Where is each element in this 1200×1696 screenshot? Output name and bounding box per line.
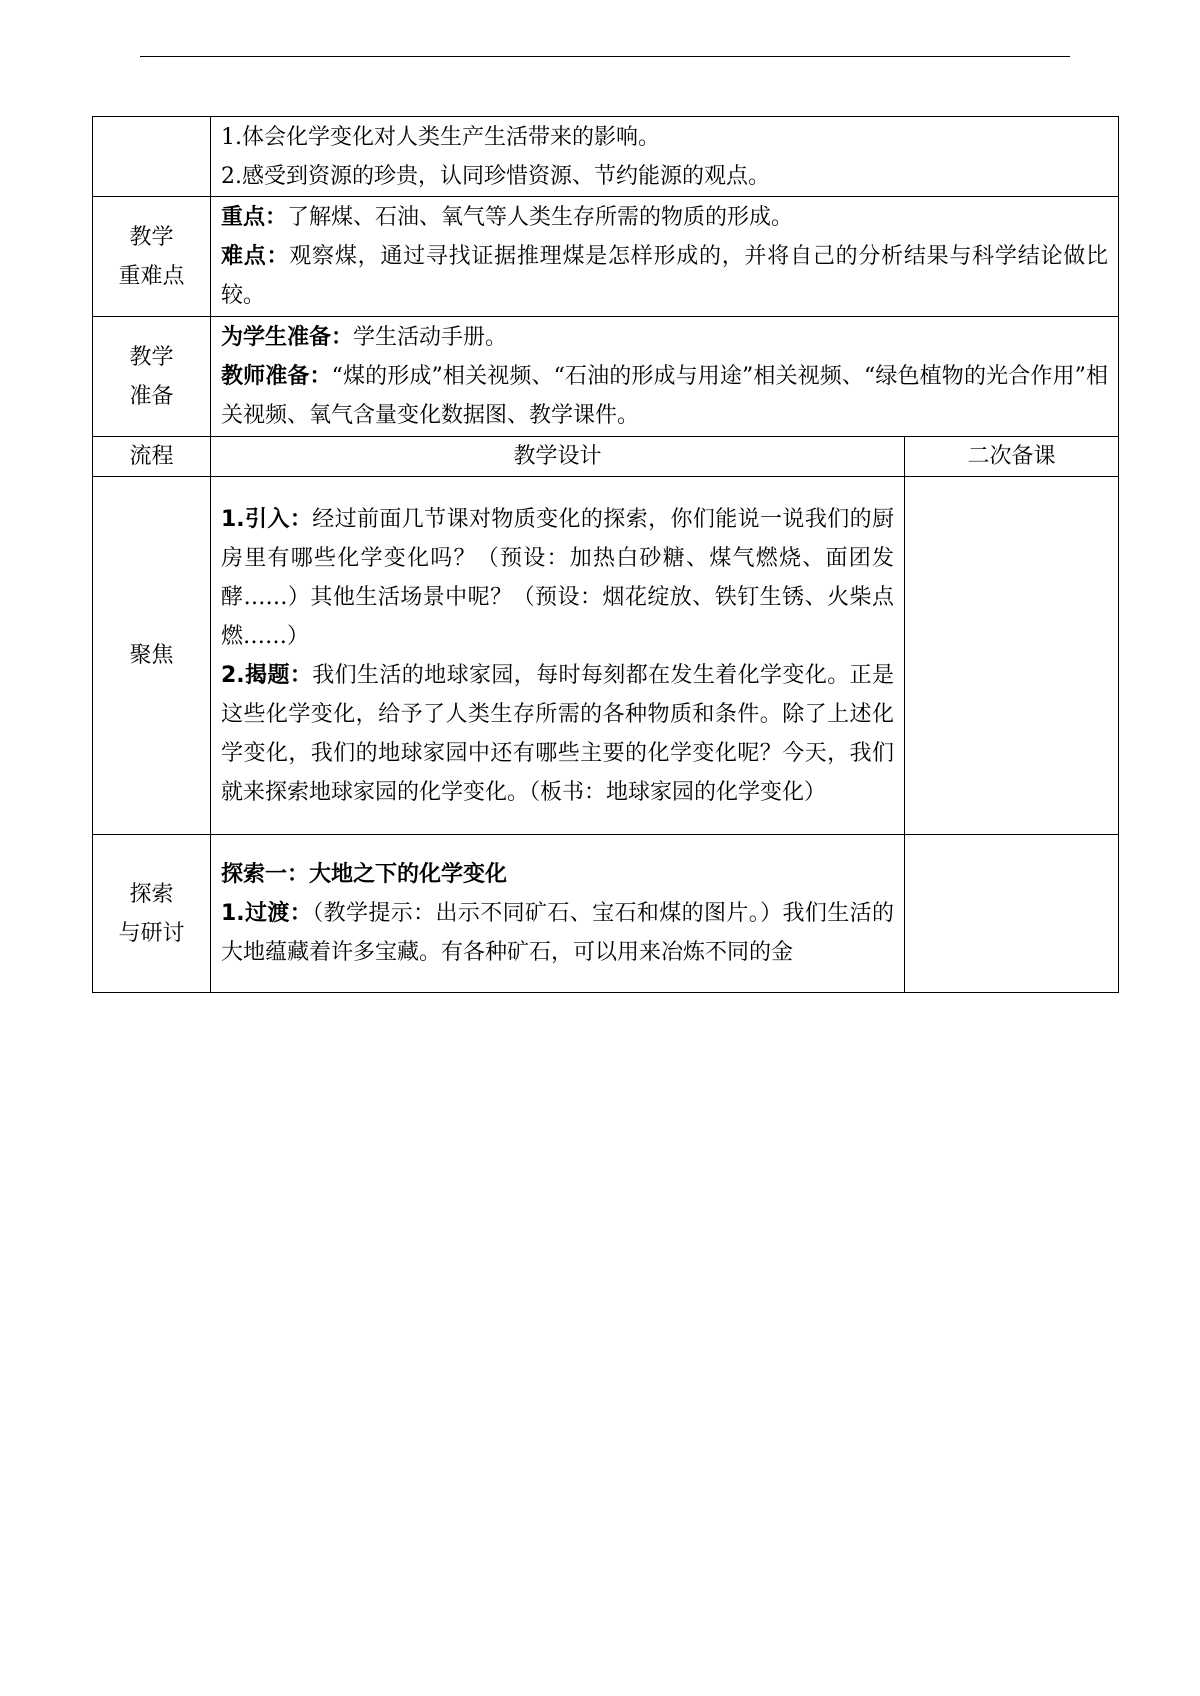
- explore-label: 探索 与研讨: [93, 835, 211, 993]
- key-points-label: 教学 重难点: [93, 197, 211, 317]
- preparation-row: [93, 317, 1119, 437]
- topic-paragraph: 2.揭题：我们生活的地球家园，每时每刻都在发生着化学变化。正是这些化学变化，给予了人类生存所需的各种物质和条件。除了上述化学变化，我们的地球家园中还有哪些主要的化学变化呢？今天，我们就来探索地球家园的化学变化。（板书：地球家园的化学变化）: [221, 662, 894, 805]
- header-design: 教学设计: [211, 437, 905, 477]
- focus-second-prep-cell: [905, 477, 1119, 835]
- focus-content: [211, 477, 905, 835]
- goals-label-cell: [93, 117, 211, 197]
- focus-point: 重点：了解煤、石油、氧气等人类生存所需的物质的形成。: [221, 205, 794, 230]
- difficulty-point: 难点：观察煤，通过寻找证据推理煤是怎样形成的，并将自己的分析结果与科学结论做比较。: [221, 244, 1108, 308]
- key-points-row: [93, 197, 1119, 317]
- teacher-prep: 教师准备：“煤的形成”相关视频、“石油的形成与用途”相关视频、“绿色植物的光合作用”相关视频、氧气含量变化数据图、教学课件。: [221, 364, 1108, 428]
- transition-paragraph: 1.过渡：（教学提示：出示不同矿石、宝石和煤的图片。）我们生活的大地蕴藏着许多宝藏。有各种矿石，可以用来冶炼不同的金: [221, 901, 894, 965]
- explore-second-prep-cell: [905, 835, 1119, 993]
- explore-content: [211, 835, 905, 993]
- key-points-content: [211, 197, 1119, 317]
- focus-row: [93, 477, 1119, 835]
- preparation-content: [211, 317, 1119, 437]
- focus-label: 聚焦: [93, 477, 211, 835]
- goal-item: 2.感受到资源的珍贵，认同珍惜资源、节约能源的观点。: [221, 163, 770, 189]
- explore-heading: 探索一：大地之下的化学变化: [221, 862, 508, 887]
- intro-paragraph: 1.引入：经过前面几节课对物质变化的探索，你们能说一说我们的厨房里有哪些化学变化吗？（预设：加热白砂糖、煤气燃烧、面团发酵……）其他生活场景中呢？（预设：烟花绽放、铁钉生锈、火柴点燃……）: [221, 506, 894, 649]
- explore-row: [93, 835, 1119, 993]
- header-process: 流程: [93, 437, 211, 477]
- lesson-plan-table: [92, 116, 1119, 993]
- goals-row: [93, 117, 1119, 197]
- goal-item: 1.体会化学变化对人类生产生活带来的影响。: [221, 124, 660, 150]
- preparation-label: 教学 准备: [93, 317, 211, 437]
- goals-content: [211, 117, 1119, 197]
- table-header-row: [93, 437, 1119, 477]
- header-rule: [140, 56, 1070, 57]
- student-prep: 为学生准备：学生活动手册。: [221, 325, 508, 350]
- header-second-prep: 二次备课: [905, 437, 1119, 477]
